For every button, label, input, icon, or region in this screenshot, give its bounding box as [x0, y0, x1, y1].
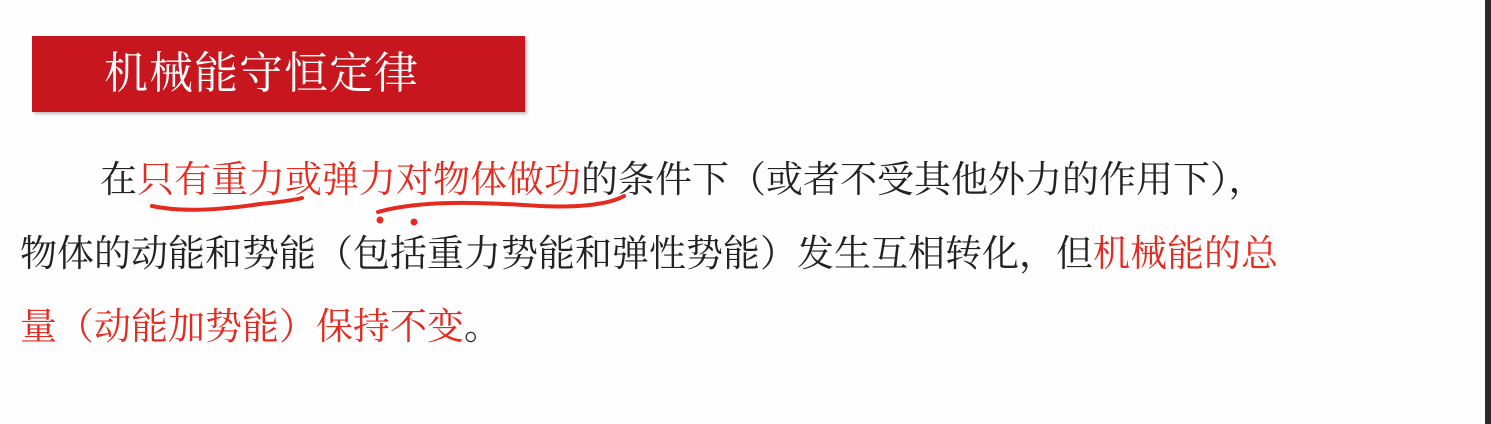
annotation-dot-2	[411, 219, 418, 226]
line3-highlight: 量（动能加势能）保持不变	[20, 305, 464, 348]
paragraph-line-1	[100, 158, 1491, 202]
annotation-dot-1	[377, 217, 384, 224]
line1-highlight: 只有重力或弹力对物体做功	[137, 158, 581, 201]
slide-title: 机械能守恒定律	[104, 48, 419, 99]
line2-text: 物体的动能和势能（包括重力势能和弹性势能）发生互相转化，但	[20, 232, 1093, 275]
paragraph-line-2	[20, 232, 1460, 276]
window-edge	[1485, 0, 1491, 424]
line1-indent-text: 在	[100, 158, 137, 201]
paragraph-line-3	[20, 305, 1460, 349]
title-banner	[32, 36, 525, 112]
line1-rest: 的条件下（或者不受其他外力的作用下），	[581, 158, 1266, 201]
line3-end: 。	[464, 305, 501, 348]
line2-highlight: 机械能的总	[1093, 232, 1278, 275]
